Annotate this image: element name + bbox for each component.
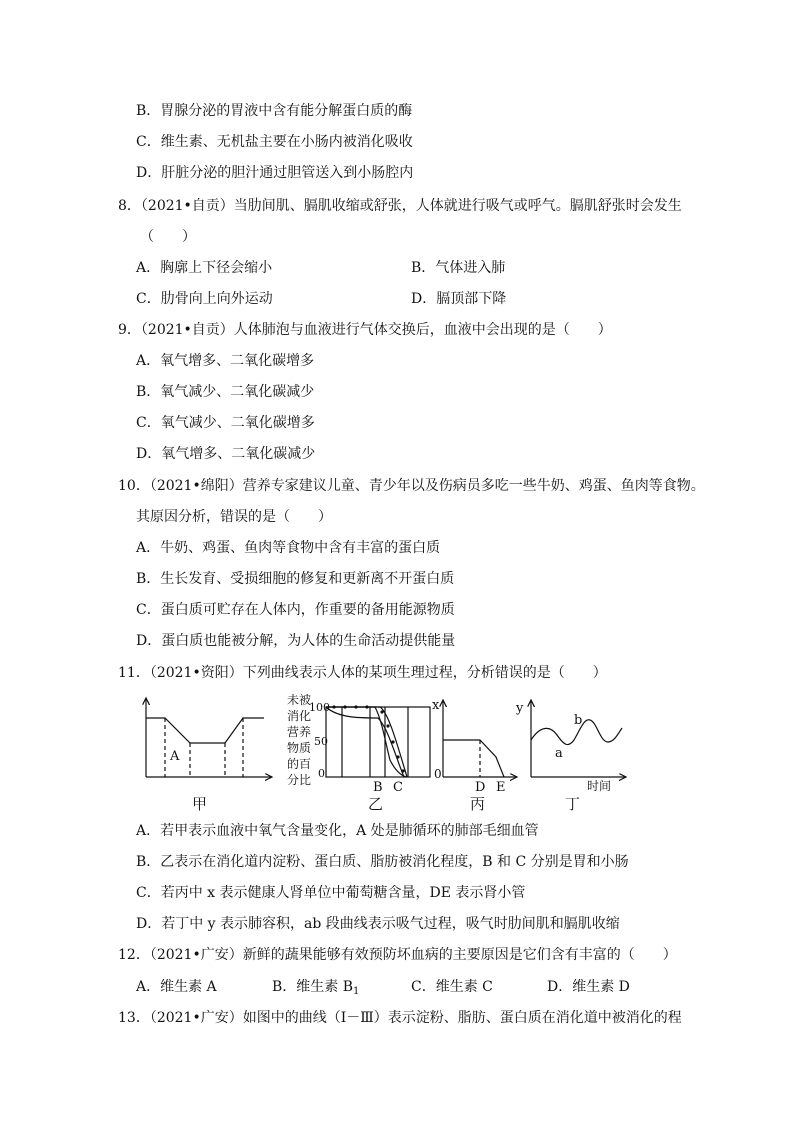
yi-ylabel-3: 营养 (287, 725, 312, 739)
ding-label-b: b (574, 713, 583, 728)
q9-stem: 9．（2021•自贡）人体肺泡与血液进行气体交换后，血液中会出现的是（ ） (118, 322, 612, 338)
yi-ylabel-1: 未被 (287, 693, 312, 707)
q10-stem-cont: 其原因分析，错误的是（ ） (136, 509, 332, 525)
q9-option-a: A．氧气增多、二氧化碳增多 (136, 353, 315, 369)
bing-label-e: E (496, 780, 506, 795)
q11-stem: 11．（2021•资阳）下列曲线表示人体的某项生理过程，分析错误的是（ ） (118, 665, 607, 681)
caption-bing: 丙 (470, 795, 486, 813)
yi-label-b: B (373, 780, 383, 795)
graph-ding (531, 700, 626, 777)
q8-option-d: D．膈顶部下降 (411, 291, 507, 307)
bing-label-d: D (475, 780, 486, 795)
graph-yi (326, 707, 430, 777)
q10-option-d: D．蛋白质也能被分解，为人体的生命活动提供能量 (136, 633, 456, 649)
yi-ylabel-4: 物质 (287, 741, 312, 755)
q10-option-c: C．蛋白质可贮存在人体内，作重要的备用能源物质 (136, 602, 455, 618)
q7-option-c: C．维生素、无机盐主要在小肠内被消化吸收 (136, 134, 413, 150)
q11-option-a: A．若甲表示血液中氧气含量变化，A 处是肺循环的肺部毛细血管 (136, 823, 539, 839)
q13-stem: 13．（2021•广安）如图中的曲线（Ⅰ－Ⅲ）表示淀粉、脂肪、蛋白质在消化道中被消化的程 (118, 1010, 682, 1026)
ding-x-axis-label: 时间 (587, 779, 612, 793)
yi-label-c: C (393, 780, 403, 795)
q12-option-d: D．维生素 D (547, 979, 630, 995)
caption-yi: 乙 (368, 795, 384, 813)
yi-ylabel-2: 消化 (287, 709, 312, 723)
q12-option-b-text: B．维生素 B (272, 979, 354, 995)
yi-ylabel-6: 分比 (287, 773, 312, 787)
ding-label-a: a (555, 746, 563, 761)
q9-option-b: B．氧气减少、二氧化碳减少 (136, 384, 315, 400)
yi-tick-100: 100 (309, 701, 330, 714)
bing-y-axis-label: x (432, 698, 440, 713)
yi-tick-0: 0 (318, 767, 325, 780)
q11-option-d: D．若丁中 y 表示肺容积，ab 段曲线表示吸气过程，吸气时肋间肌和膈肌收缩 (136, 916, 620, 932)
q8-option-a: A．胸廓上下径会缩小 (136, 260, 273, 276)
q11-option-c: C．若丙中 x 表示健康人肾单位中葡萄糖含量，DE 表示肾小管 (136, 885, 526, 901)
q12-option-c: C．维生素 C (411, 979, 493, 995)
q8-stem: 8．（2021•自贡）当肋间肌、膈肌收缩或舒张，人体就进行吸气或呼气。膈肌舒张时会发生 (118, 198, 682, 214)
q9-option-d: D．氧气增多、二氧化碳减少 (136, 446, 316, 462)
yi-ylabel-5: 的百 (287, 757, 312, 771)
yi-dots (332, 705, 404, 772)
graph-jia (146, 698, 272, 777)
q12-option-b (272, 977, 359, 1002)
ding-y-axis-label: y (516, 701, 524, 716)
q12-option-a: A．维生素 A (136, 979, 217, 995)
q10-stem: 10．（2021•绵阳）营养专家建议儿童、青少年以及伤病员多吃一些牛奶、鸡蛋、鱼肉等食物。 (118, 478, 705, 494)
bing-zero: 0 (434, 767, 442, 781)
q8-option-c: C．肋骨向上向外运动 (136, 291, 273, 307)
q10-option-b: B．生长发育、受损细胞的修复和更新离不开蛋白质 (136, 571, 455, 587)
q12-stem: 12．（2021•广安）新鲜的蔬果能够有效预防坏血病的主要原因是它们含有丰富的（ ） (118, 947, 677, 963)
caption-ding: 丁 (565, 795, 581, 813)
q8-option-b: B．气体进入肺 (411, 260, 506, 276)
q9-option-c: C．氧气减少、二氧化碳增多 (136, 415, 315, 431)
q12-option-b-subscript: 1 (353, 986, 360, 997)
q8-paren: （ ） (140, 229, 196, 245)
q11-option-b: B．乙表示在消化道内淀粉、蛋白质、脂肪被消化程度，B 和 C 分别是胃和小肠 (136, 854, 629, 870)
yi-tick-50: 50 (314, 735, 328, 748)
q7-option-d: D．肝脏分泌的胆汁通过胆管送入到小肠腔内 (136, 165, 414, 181)
jia-label-a: A (170, 749, 180, 764)
caption-jia: 甲 (192, 795, 208, 813)
q10-option-a: A．牛奶、鸡蛋、鱼肉等食物中含有丰富的蛋白质 (136, 540, 441, 556)
q7-option-b: B．胃腺分泌的胃液中含有能分解蛋白质的酶 (136, 103, 413, 119)
graph-bing (443, 700, 517, 777)
